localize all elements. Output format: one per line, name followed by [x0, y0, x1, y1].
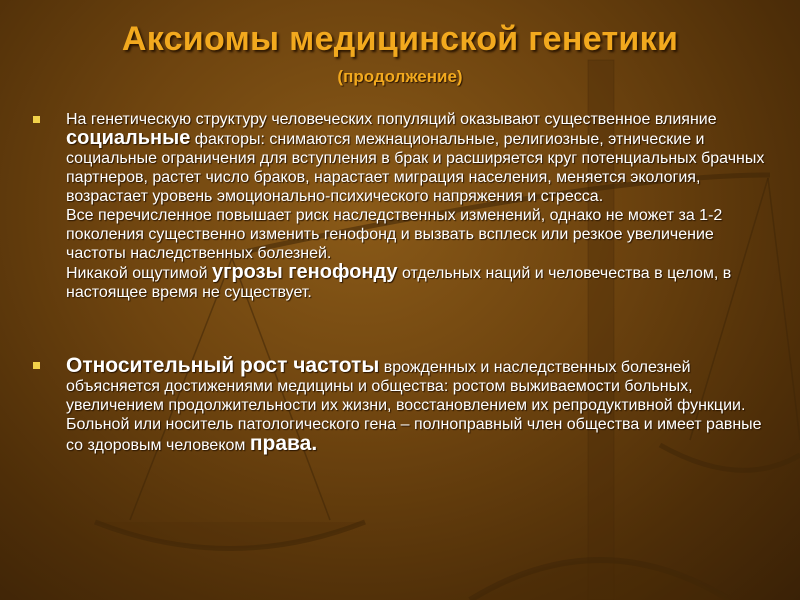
slide-subtitle: (продолжение) [337, 67, 463, 86]
slide-title: Аксиомы медицинской генетики [121, 20, 679, 58]
bullet2-text-part1: врожденных и наследственных болезней объясняется достижениями медицины и общества: ростом выживаемости больных, увеличением продолжительности их жизни, восстановлением их репродуктивной функции. [66, 359, 746, 414]
bullet-item-social-factors [33, 110, 773, 302]
bullet1-emphasis-threat: угрозы генофонду [212, 261, 398, 283]
bullet2-emphasis-rights: права. [249, 432, 318, 455]
bullet1-text-part3: Все перечисленное повышает риск наследственных изменений, однако не может за 1-2 поколения существенно изменить генофонд и вызвать всплеск или резкое увеличение частоты наследственных болезней. [66, 207, 723, 262]
bullet1-text-part1: На генетическую структуру человеческих популяций оказывают существенное влияние [66, 111, 717, 128]
bullet-marker [33, 362, 40, 369]
bullet1-emphasis-social: социальные [66, 127, 191, 149]
bullet2-text-part2: Больной или носитель патологического гена – полноправный член общества и имеет равные со здоровым человеком [66, 416, 762, 454]
bullet1-text-part5: отдельных наций и человечества в целом, в настоящее время не существует. [66, 265, 732, 301]
slide-content [33, 110, 773, 455]
bullet1-text-part2: факторы: снимаются межнациональные, религиозные, этнические и социальные ограничения для вступления в брак и расширяется круг потенциальных брачных партнеров, растет число браков, нарастает миграция населения, меняется экология, возрастает уровень эмоционально-психического напряжения и стресса. [66, 131, 765, 205]
bullet-marker [33, 116, 40, 123]
bullet-item-relative-growth [33, 356, 773, 455]
bullet2-emphasis-growth: Относительный рост частоты [66, 354, 380, 377]
bullet1-text-part4: Никакой ощутимой [66, 265, 212, 282]
